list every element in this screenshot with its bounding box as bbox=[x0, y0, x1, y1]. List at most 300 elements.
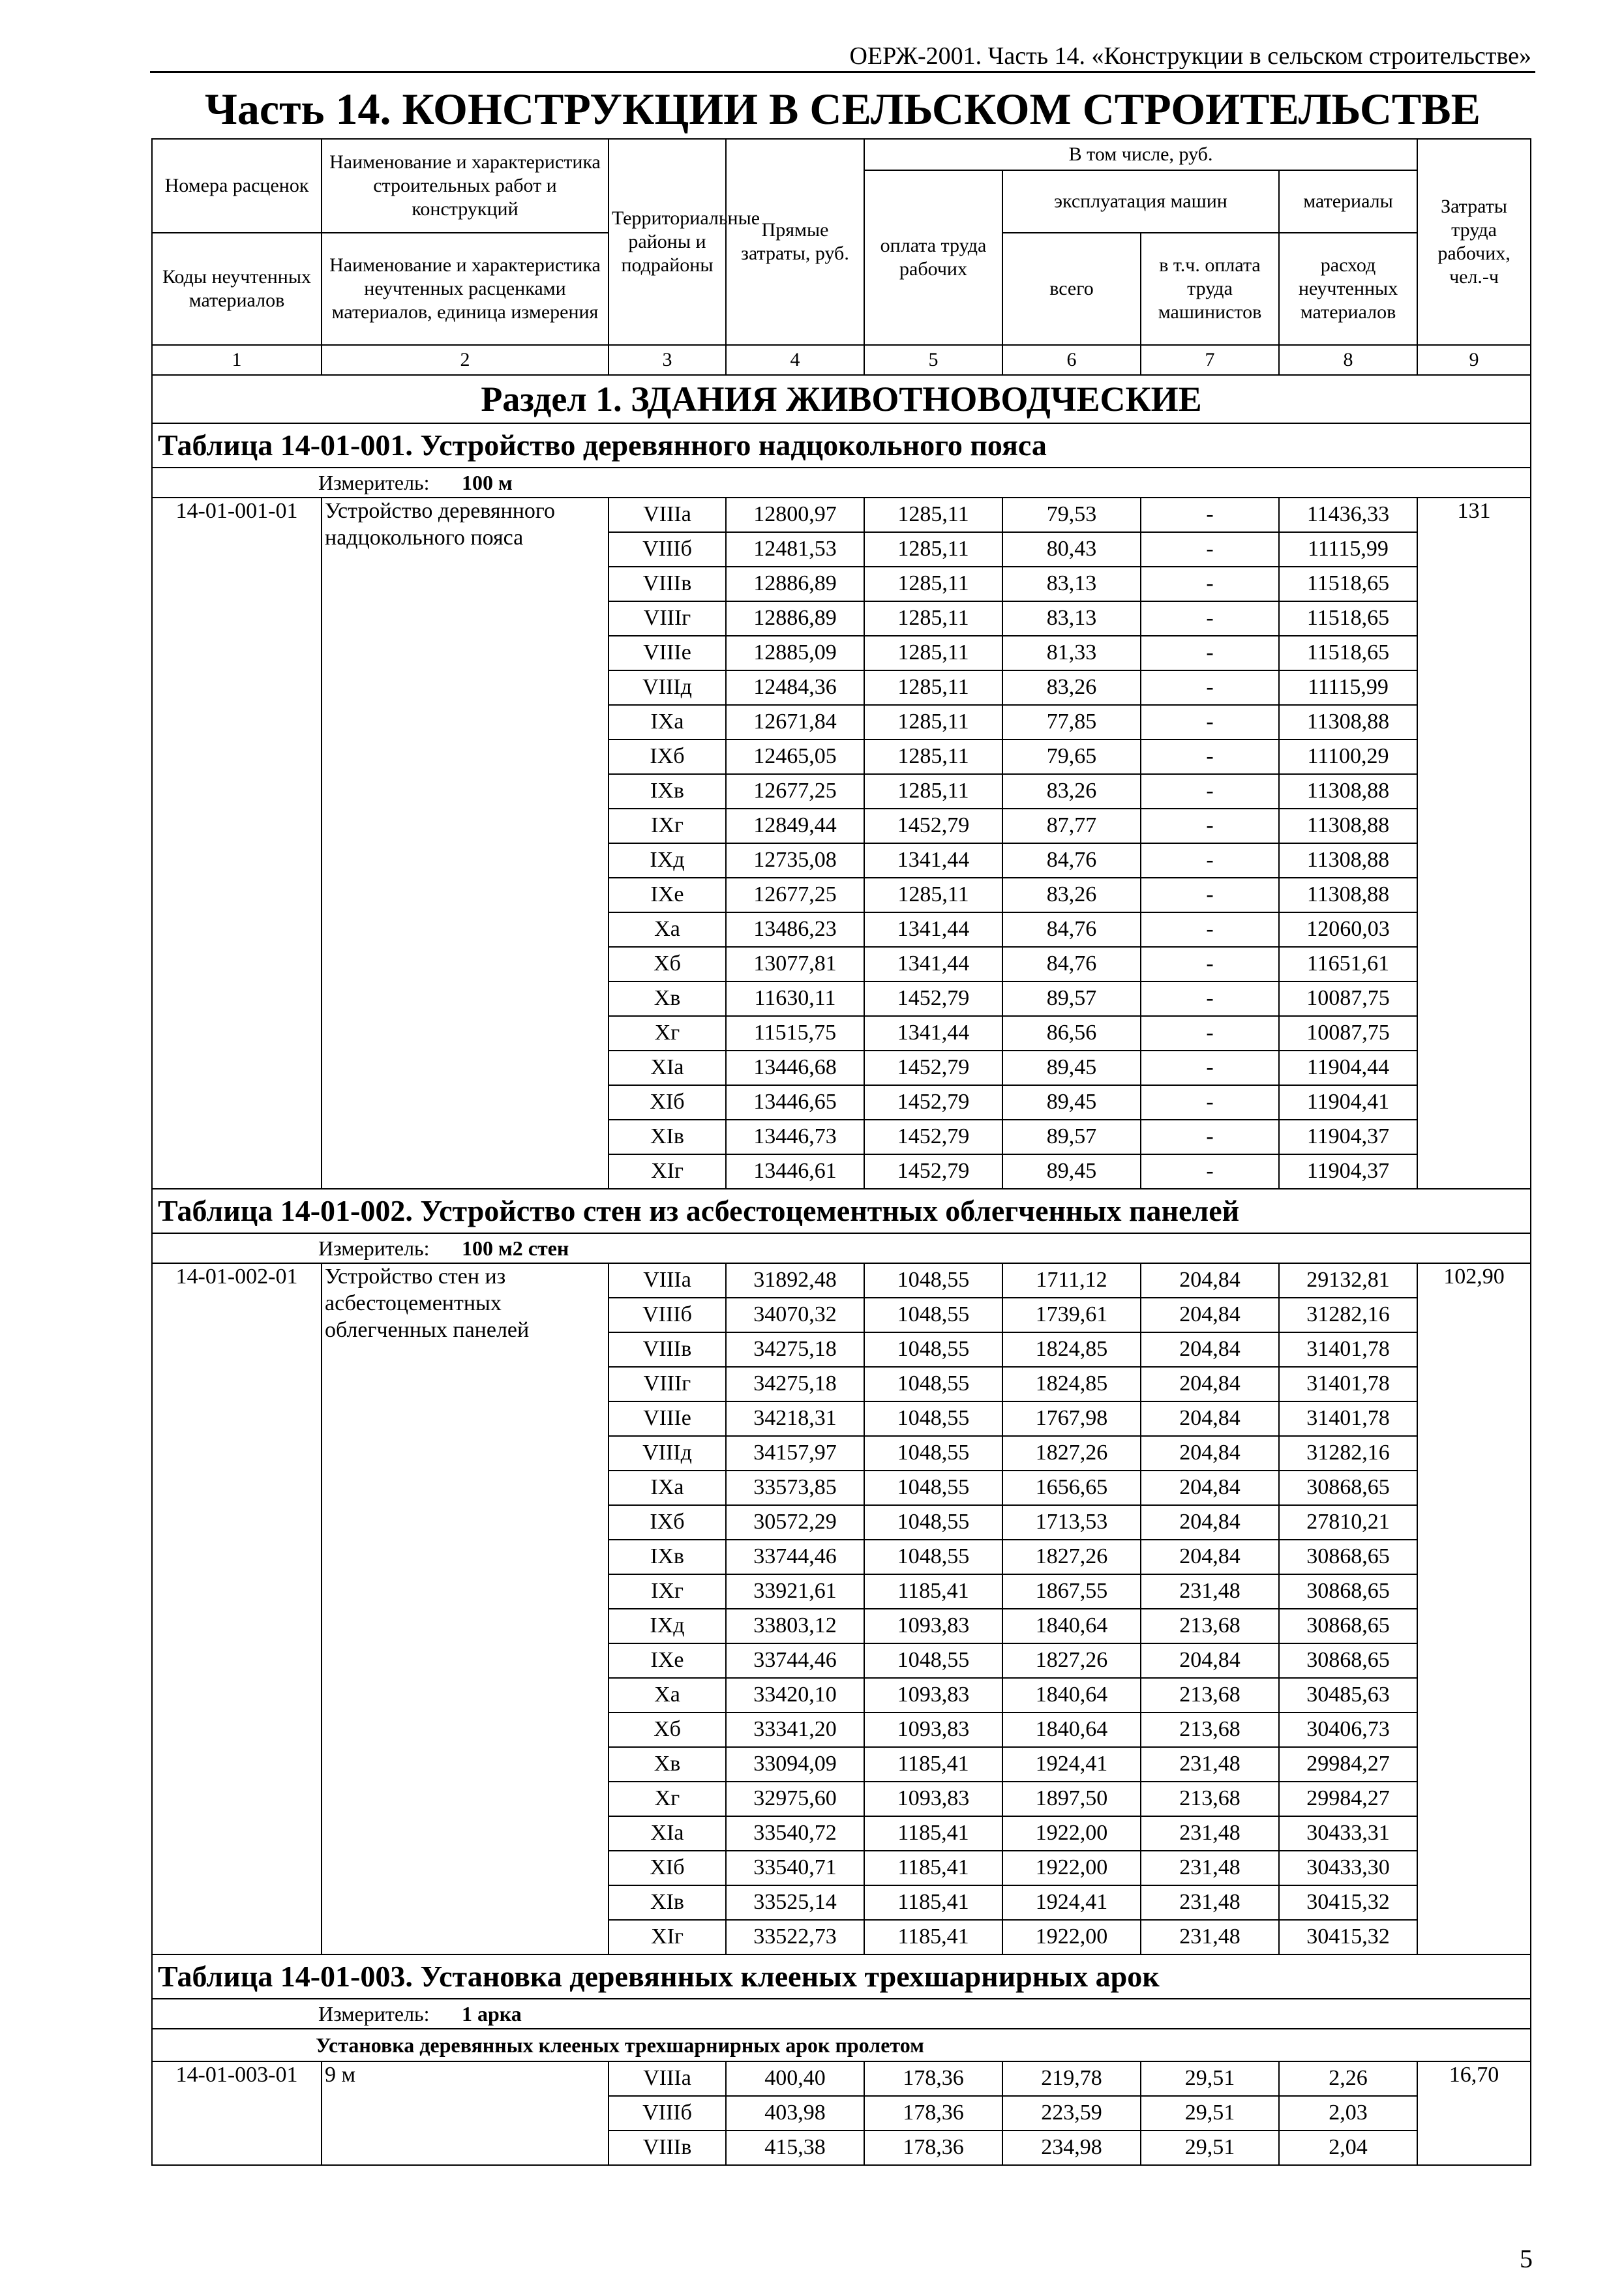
table-cell: 1285,11 bbox=[864, 670, 1002, 705]
table-cell: - bbox=[1141, 498, 1279, 532]
table-row bbox=[152, 498, 1531, 532]
table-cell: 12677,25 bbox=[726, 774, 864, 809]
table-cell: 32975,60 bbox=[726, 1782, 864, 1816]
table-cell: 11518,65 bbox=[1279, 567, 1417, 601]
table-cell: 1924,41 bbox=[1002, 1885, 1141, 1920]
running-header bbox=[150, 39, 1535, 73]
rate-code: 14-01-003-01 bbox=[152, 2061, 322, 2165]
table-cell: 30868,65 bbox=[1279, 1574, 1417, 1609]
table-cell: - bbox=[1141, 567, 1279, 601]
table-cell: 34218,31 bbox=[726, 1401, 864, 1436]
table-cell: 1341,44 bbox=[864, 947, 1002, 981]
table-cell: 1048,55 bbox=[864, 1436, 1002, 1471]
header-material-names: Наименование и характеристика неучтенных расценками материалов, единица измерения bbox=[322, 233, 609, 345]
table-cell: 13446,61 bbox=[726, 1154, 864, 1189]
table-cell: 83,26 bbox=[1002, 878, 1141, 912]
table-cell: 30572,29 bbox=[726, 1505, 864, 1540]
table-cell: 13077,81 bbox=[726, 947, 864, 981]
table-cell: 12060,03 bbox=[1279, 912, 1417, 947]
table-cell: 34275,18 bbox=[726, 1332, 864, 1367]
table-cell: 11518,65 bbox=[1279, 601, 1417, 636]
table-cell: 33573,85 bbox=[726, 1471, 864, 1505]
table-cell: 204,84 bbox=[1141, 1505, 1279, 1540]
table-cell: - bbox=[1141, 670, 1279, 705]
measure-cell bbox=[152, 1999, 1531, 2029]
table-cell: 1048,55 bbox=[864, 1332, 1002, 1367]
table-cell: 219,78 bbox=[1002, 2061, 1141, 2096]
table-cell: 1840,64 bbox=[1002, 1609, 1141, 1643]
table-cell: 1824,85 bbox=[1002, 1332, 1141, 1367]
table-cell: 1840,64 bbox=[1002, 1678, 1141, 1713]
table-cell: 11651,61 bbox=[1279, 947, 1417, 981]
table-cell: 89,45 bbox=[1002, 1085, 1141, 1120]
table-cell: - bbox=[1141, 1120, 1279, 1154]
table-cell: - bbox=[1141, 1051, 1279, 1085]
table-cell: 213,68 bbox=[1141, 1782, 1279, 1816]
table-cell: - bbox=[1141, 878, 1279, 912]
table-cell: 1048,55 bbox=[864, 1471, 1002, 1505]
table-cell: 1827,26 bbox=[1002, 1643, 1141, 1678]
table-cell: 2,26 bbox=[1279, 2061, 1417, 2096]
table-cell: 178,36 bbox=[864, 2131, 1002, 2165]
table-cell: 33921,61 bbox=[726, 1574, 864, 1609]
table-title-row bbox=[152, 1954, 1531, 1999]
table-cell: IXв bbox=[609, 1540, 726, 1574]
table-cell: 10087,75 bbox=[1279, 1016, 1417, 1051]
table-cell: 12885,09 bbox=[726, 636, 864, 670]
header-materials: материалы bbox=[1279, 170, 1417, 233]
table-cell: 10087,75 bbox=[1279, 981, 1417, 1016]
table-cell: XIб bbox=[609, 1851, 726, 1885]
table-cell: 1285,11 bbox=[864, 740, 1002, 774]
table-cell: 11515,75 bbox=[726, 1016, 864, 1051]
column-number: 2 bbox=[322, 345, 609, 375]
table-cell: 1739,61 bbox=[1002, 1298, 1141, 1332]
table-cell: 178,36 bbox=[864, 2061, 1002, 2096]
table-cell: Xг bbox=[609, 1016, 726, 1051]
table-cell: 231,48 bbox=[1141, 1851, 1279, 1885]
table-cell: 1827,26 bbox=[1002, 1436, 1141, 1471]
table-cell: 12800,97 bbox=[726, 498, 864, 532]
table-cell: 213,68 bbox=[1141, 1678, 1279, 1713]
table-cell: 31401,78 bbox=[1279, 1332, 1417, 1367]
table-cell: XIв bbox=[609, 1120, 726, 1154]
table-cell: 1341,44 bbox=[864, 1016, 1002, 1051]
table-cell: 12671,84 bbox=[726, 705, 864, 740]
table-title: Таблица 14-01-003. Установка деревянных клееных трехшарнирных арок bbox=[152, 1954, 1531, 1999]
table-title-row bbox=[152, 423, 1531, 468]
table-cell: VIIIг bbox=[609, 601, 726, 636]
table-cell: 30433,31 bbox=[1279, 1816, 1417, 1851]
table-cell: 403,98 bbox=[726, 2096, 864, 2131]
table-cell: 29,51 bbox=[1141, 2131, 1279, 2165]
table-cell: 11630,11 bbox=[726, 981, 864, 1016]
table-cell: Xб bbox=[609, 1713, 726, 1747]
table-cell: 83,26 bbox=[1002, 670, 1141, 705]
table-cell: 231,48 bbox=[1141, 1885, 1279, 1920]
table-cell: - bbox=[1141, 1154, 1279, 1189]
table-cell: 31892,48 bbox=[726, 1263, 864, 1298]
table-cell: 87,77 bbox=[1002, 809, 1141, 843]
table-cell: 29,51 bbox=[1141, 2061, 1279, 2096]
table-cell: 13486,23 bbox=[726, 912, 864, 947]
header-rate-numbers: Номера расценок bbox=[152, 139, 322, 233]
table-cell: 29984,27 bbox=[1279, 1747, 1417, 1782]
table-cell: - bbox=[1141, 1016, 1279, 1051]
page-title: Часть 14. КОНСТРУКЦИИ В СЕЛЬСКОМ СТРОИТЕЛЬСТВЕ bbox=[205, 84, 1481, 134]
table-cell: - bbox=[1141, 912, 1279, 947]
table-cell: 77,85 bbox=[1002, 705, 1141, 740]
table-cell: 12886,89 bbox=[726, 601, 864, 636]
table-cell: 34275,18 bbox=[726, 1367, 864, 1401]
measure-label: Измеритель: bbox=[318, 470, 430, 494]
measure-label: Измеритель: bbox=[318, 1236, 430, 1260]
column-number: 7 bbox=[1141, 345, 1279, 375]
table-cell: 1341,44 bbox=[864, 912, 1002, 947]
table-cell: IXб bbox=[609, 1505, 726, 1540]
header-territorial-regions: Территориальные районы и подрайоны bbox=[609, 139, 726, 345]
table-cell: 1827,26 bbox=[1002, 1540, 1141, 1574]
table-cell: 1185,41 bbox=[864, 1920, 1002, 1954]
table-cell: 34070,32 bbox=[726, 1298, 864, 1332]
header-direct-costs: Прямые затраты, руб. bbox=[726, 139, 864, 345]
table-cell: 12677,25 bbox=[726, 878, 864, 912]
table-cell: 30868,65 bbox=[1279, 1643, 1417, 1678]
table-cell: 204,84 bbox=[1141, 1263, 1279, 1298]
table-cell: 1185,41 bbox=[864, 1747, 1002, 1782]
table-cell: - bbox=[1141, 532, 1279, 567]
header-worker-pay: оплата труда рабочих bbox=[864, 170, 1002, 345]
table-cell: 1867,55 bbox=[1002, 1574, 1141, 1609]
table-cell: 31282,16 bbox=[1279, 1298, 1417, 1332]
table-cell: 223,59 bbox=[1002, 2096, 1141, 2131]
table-title: Таблица 14-01-001. Устройство деревянного надцокольного пояса bbox=[152, 423, 1531, 468]
table-cell: 234,98 bbox=[1002, 2131, 1141, 2165]
table-cell: 11518,65 bbox=[1279, 636, 1417, 670]
table-cell: 1048,55 bbox=[864, 1298, 1002, 1332]
table-cell: 1048,55 bbox=[864, 1505, 1002, 1540]
running-header-text: ОЕРЖ-2001. Часть 14. «Конструкции в сельском строительстве» bbox=[849, 42, 1531, 70]
rate-code: 14-01-001-01 bbox=[152, 498, 322, 1189]
table-cell: 29132,81 bbox=[1279, 1263, 1417, 1298]
table-cell: 1048,55 bbox=[864, 1643, 1002, 1678]
table-subtitle: Установка деревянных клееных трехшарнирных арок пролетом bbox=[152, 2029, 1531, 2061]
table-cell: 30415,32 bbox=[1279, 1920, 1417, 1954]
column-number: 9 bbox=[1417, 345, 1531, 375]
table-cell: - bbox=[1141, 601, 1279, 636]
table-cell: 11904,44 bbox=[1279, 1051, 1417, 1085]
rates-table bbox=[151, 138, 1531, 2166]
table-cell: - bbox=[1141, 740, 1279, 774]
table-cell: XIг bbox=[609, 1920, 726, 1954]
table-cell: 1285,11 bbox=[864, 498, 1002, 532]
table-cell: 1840,64 bbox=[1002, 1713, 1141, 1747]
table-cell: 80,43 bbox=[1002, 532, 1141, 567]
table-cell: 1713,53 bbox=[1002, 1505, 1141, 1540]
table-cell: 1285,11 bbox=[864, 878, 1002, 912]
measure-row bbox=[152, 1999, 1531, 2029]
table-cell: 12886,89 bbox=[726, 567, 864, 601]
table-cell: 1285,11 bbox=[864, 705, 1002, 740]
table-cell: 231,48 bbox=[1141, 1920, 1279, 1954]
table-cell: 1922,00 bbox=[1002, 1851, 1141, 1885]
table-cell: 1452,79 bbox=[864, 1120, 1002, 1154]
table-cell: 12484,36 bbox=[726, 670, 864, 705]
table-cell: 1897,50 bbox=[1002, 1782, 1141, 1816]
table-cell: 84,76 bbox=[1002, 843, 1141, 878]
rate-code: 14-01-002-01 bbox=[152, 1263, 322, 1954]
table-cell: VIIIб bbox=[609, 1298, 726, 1332]
header-material-consumption: расход неучтенных материалов bbox=[1279, 233, 1417, 345]
measure-value: 100 м2 стен bbox=[462, 1236, 569, 1260]
table-cell: 204,84 bbox=[1141, 1643, 1279, 1678]
measure-row bbox=[152, 1233, 1531, 1263]
measure-cell bbox=[152, 1233, 1531, 1263]
table-cell: 11904,41 bbox=[1279, 1085, 1417, 1120]
table-cell: 204,84 bbox=[1141, 1332, 1279, 1367]
header-machine-operation: эксплуатация машин bbox=[1002, 170, 1279, 233]
table-cell: XIа bbox=[609, 1816, 726, 1851]
table-cell: 11904,37 bbox=[1279, 1120, 1417, 1154]
table-cell: 11436,33 bbox=[1279, 498, 1417, 532]
table-cell: IXд bbox=[609, 1609, 726, 1643]
table-cell: 33522,73 bbox=[726, 1920, 864, 1954]
table-cell: 11308,88 bbox=[1279, 878, 1417, 912]
table-cell: 11904,37 bbox=[1279, 1154, 1417, 1189]
table-cell: 33540,71 bbox=[726, 1851, 864, 1885]
header-machinist-pay: в т.ч. оплата труда машинистов bbox=[1141, 233, 1279, 345]
table-cell: 30485,63 bbox=[1279, 1678, 1417, 1713]
header-labor-hours: Затраты труда рабочих, чел.-ч bbox=[1417, 139, 1531, 345]
measure-cell bbox=[152, 468, 1531, 498]
table-cell: IXг bbox=[609, 1574, 726, 1609]
table-cell: 1185,41 bbox=[864, 1816, 1002, 1851]
table-cell: 213,68 bbox=[1141, 1609, 1279, 1643]
table-cell: Xа bbox=[609, 1678, 726, 1713]
table-title: Таблица 14-01-002. Устройство стен из асбестоцементных облегченных панелей bbox=[152, 1189, 1531, 1233]
table-cell: 33420,10 bbox=[726, 1678, 864, 1713]
table-cell: 31401,78 bbox=[1279, 1367, 1417, 1401]
table-cell: 33803,12 bbox=[726, 1609, 864, 1643]
table-cell: - bbox=[1141, 947, 1279, 981]
table-cell: 231,48 bbox=[1141, 1747, 1279, 1782]
table-cell: 12849,44 bbox=[726, 809, 864, 843]
table-cell: 1452,79 bbox=[864, 981, 1002, 1016]
table-cell: 79,65 bbox=[1002, 740, 1141, 774]
labor-cost: 131 bbox=[1417, 498, 1531, 1189]
table-cell: 1048,55 bbox=[864, 1540, 1002, 1574]
table-cell: IXе bbox=[609, 1643, 726, 1678]
measure-value: 100 м bbox=[462, 470, 513, 494]
table-cell: - bbox=[1141, 843, 1279, 878]
table-cell: - bbox=[1141, 981, 1279, 1016]
table-cell: VIIIв bbox=[609, 1332, 726, 1367]
table-cell: 11308,88 bbox=[1279, 774, 1417, 809]
table-cell: 1824,85 bbox=[1002, 1367, 1141, 1401]
table-cell: IXа bbox=[609, 1471, 726, 1505]
table-cell: 1452,79 bbox=[864, 809, 1002, 843]
table-cell: 29984,27 bbox=[1279, 1782, 1417, 1816]
table-cell: 1285,11 bbox=[864, 567, 1002, 601]
table-cell: VIIIа bbox=[609, 498, 726, 532]
table-cell: 86,56 bbox=[1002, 1016, 1141, 1051]
table-cell: 204,84 bbox=[1141, 1367, 1279, 1401]
table-cell: 213,68 bbox=[1141, 1713, 1279, 1747]
table-cell: 1711,12 bbox=[1002, 1263, 1141, 1298]
header-including: В том числе, руб. bbox=[864, 139, 1417, 170]
table-cell: 31401,78 bbox=[1279, 1401, 1417, 1436]
table-cell: IXд bbox=[609, 843, 726, 878]
table-cell: 1185,41 bbox=[864, 1885, 1002, 1920]
table-cell: IXв bbox=[609, 774, 726, 809]
table-cell: Xг bbox=[609, 1782, 726, 1816]
table-cell: - bbox=[1141, 1085, 1279, 1120]
table-cell: 84,76 bbox=[1002, 947, 1141, 981]
table-cell: 34157,97 bbox=[726, 1436, 864, 1471]
column-number: 6 bbox=[1002, 345, 1141, 375]
table-cell: 30868,65 bbox=[1279, 1609, 1417, 1643]
table-cell: Xв bbox=[609, 1747, 726, 1782]
table-cell: VIIIб bbox=[609, 532, 726, 567]
rate-name: Устройство стен из асбестоцементных облегченных панелей bbox=[322, 1263, 609, 1954]
table-cell: 11308,88 bbox=[1279, 843, 1417, 878]
table-body bbox=[152, 375, 1531, 2165]
table-cell: VIIIе bbox=[609, 1401, 726, 1436]
table-cell: 33744,46 bbox=[726, 1643, 864, 1678]
table-cell: 231,48 bbox=[1141, 1816, 1279, 1851]
table-cell: 1452,79 bbox=[864, 1154, 1002, 1189]
table-cell: 204,84 bbox=[1141, 1436, 1279, 1471]
table-cell: 89,45 bbox=[1002, 1051, 1141, 1085]
table-cell: 30406,73 bbox=[1279, 1713, 1417, 1747]
table-cell: 204,84 bbox=[1141, 1298, 1279, 1332]
table-cell: 83,13 bbox=[1002, 601, 1141, 636]
table-cell: 1093,83 bbox=[864, 1713, 1002, 1747]
page-number: 5 bbox=[1520, 2244, 1533, 2273]
table-cell: 30868,65 bbox=[1279, 1540, 1417, 1574]
table-cell: XIб bbox=[609, 1085, 726, 1120]
table-cell: 79,53 bbox=[1002, 498, 1141, 532]
table-cell: 1048,55 bbox=[864, 1367, 1002, 1401]
table-cell: 89,57 bbox=[1002, 1120, 1141, 1154]
table-cell: 11115,99 bbox=[1279, 532, 1417, 567]
table-cell: 31282,16 bbox=[1279, 1436, 1417, 1471]
table-cell: 11308,88 bbox=[1279, 809, 1417, 843]
table-cell: 1285,11 bbox=[864, 774, 1002, 809]
table-cell: 204,84 bbox=[1141, 1471, 1279, 1505]
table-cell: 2,03 bbox=[1279, 2096, 1417, 2131]
table-cell: 1452,79 bbox=[864, 1085, 1002, 1120]
table-cell: 1452,79 bbox=[864, 1051, 1002, 1085]
labor-cost: 102,90 bbox=[1417, 1263, 1531, 1954]
table-cell: 33525,14 bbox=[726, 1885, 864, 1920]
table-cell: IXа bbox=[609, 705, 726, 740]
column-number: 8 bbox=[1279, 345, 1417, 375]
table-cell: 178,36 bbox=[864, 2096, 1002, 2131]
table-cell: 1093,83 bbox=[864, 1782, 1002, 1816]
table-cell: 33094,09 bbox=[726, 1747, 864, 1782]
table-cell: 1767,98 bbox=[1002, 1401, 1141, 1436]
table-cell: 12465,05 bbox=[726, 740, 864, 774]
table-cell: 1285,11 bbox=[864, 532, 1002, 567]
table-cell: 11100,29 bbox=[1279, 740, 1417, 774]
table-cell: 1341,44 bbox=[864, 843, 1002, 878]
table-cell: 30415,32 bbox=[1279, 1885, 1417, 1920]
table-cell: 13446,68 bbox=[726, 1051, 864, 1085]
table-cell: Xб bbox=[609, 947, 726, 981]
table-cell: 1922,00 bbox=[1002, 1920, 1141, 1954]
table-cell: 1922,00 bbox=[1002, 1816, 1141, 1851]
table-cell: VIIIе bbox=[609, 636, 726, 670]
table-cell: XIа bbox=[609, 1051, 726, 1085]
table-cell: IXг bbox=[609, 809, 726, 843]
table-cell: VIIIг bbox=[609, 1367, 726, 1401]
table-cell: 30868,65 bbox=[1279, 1471, 1417, 1505]
table-cell: 1185,41 bbox=[864, 1574, 1002, 1609]
table-cell: VIIIв bbox=[609, 2131, 726, 2165]
column-numbers-row bbox=[152, 345, 1531, 375]
table-cell: 11115,99 bbox=[1279, 670, 1417, 705]
table-cell: Xв bbox=[609, 981, 726, 1016]
table-cell: 231,48 bbox=[1141, 1574, 1279, 1609]
measure-row bbox=[152, 468, 1531, 498]
table-cell: - bbox=[1141, 705, 1279, 740]
table-cell: VIIIд bbox=[609, 670, 726, 705]
table-title-row bbox=[152, 1189, 1531, 1233]
column-number: 3 bbox=[609, 345, 726, 375]
table-cell: XIв bbox=[609, 1885, 726, 1920]
table-cell: 81,33 bbox=[1002, 636, 1141, 670]
table-cell: 1048,55 bbox=[864, 1401, 1002, 1436]
table-cell: VIIIв bbox=[609, 567, 726, 601]
table-cell: 204,84 bbox=[1141, 1401, 1279, 1436]
table-row bbox=[152, 1263, 1531, 1298]
table-cell: XIг bbox=[609, 1154, 726, 1189]
table-header bbox=[152, 139, 1531, 375]
table-cell: 1285,11 bbox=[864, 636, 1002, 670]
table-cell: 415,38 bbox=[726, 2131, 864, 2165]
column-number: 1 bbox=[152, 345, 322, 375]
table-cell: 12735,08 bbox=[726, 843, 864, 878]
table-cell: VIIIа bbox=[609, 1263, 726, 1298]
table-cell: IXе bbox=[609, 878, 726, 912]
measure-value: 1 арка bbox=[462, 2001, 522, 2026]
table-cell: 89,45 bbox=[1002, 1154, 1141, 1189]
section-title: Раздел 1. ЗДАНИЯ ЖИВОТНОВОДЧЕСКИЕ bbox=[152, 375, 1531, 423]
table-cell: 1656,65 bbox=[1002, 1471, 1141, 1505]
table-cell: - bbox=[1141, 809, 1279, 843]
rate-name: Устройство деревянного надцокольного пояса bbox=[322, 498, 609, 1189]
table-cell: 13446,65 bbox=[726, 1085, 864, 1120]
table-cell: - bbox=[1141, 774, 1279, 809]
header-work-name: Наименование и характеристика строительных работ и конструкций bbox=[322, 139, 609, 233]
column-number: 4 bbox=[726, 345, 864, 375]
table-row bbox=[152, 2061, 1531, 2096]
table-cell: 1185,41 bbox=[864, 1851, 1002, 1885]
table-cell: 33540,72 bbox=[726, 1816, 864, 1851]
table-cell: 83,13 bbox=[1002, 567, 1141, 601]
table-cell: 29,51 bbox=[1141, 2096, 1279, 2131]
table-cell: 1093,83 bbox=[864, 1678, 1002, 1713]
table-cell: 89,57 bbox=[1002, 981, 1141, 1016]
labor-cost: 16,70 bbox=[1417, 2061, 1531, 2165]
table-cell: 204,84 bbox=[1141, 1540, 1279, 1574]
table-cell: 1285,11 bbox=[864, 601, 1002, 636]
table-cell: 27810,21 bbox=[1279, 1505, 1417, 1540]
rate-name: 9 м bbox=[322, 2061, 609, 2165]
table-cell: 12481,53 bbox=[726, 532, 864, 567]
table-cell: Xа bbox=[609, 912, 726, 947]
